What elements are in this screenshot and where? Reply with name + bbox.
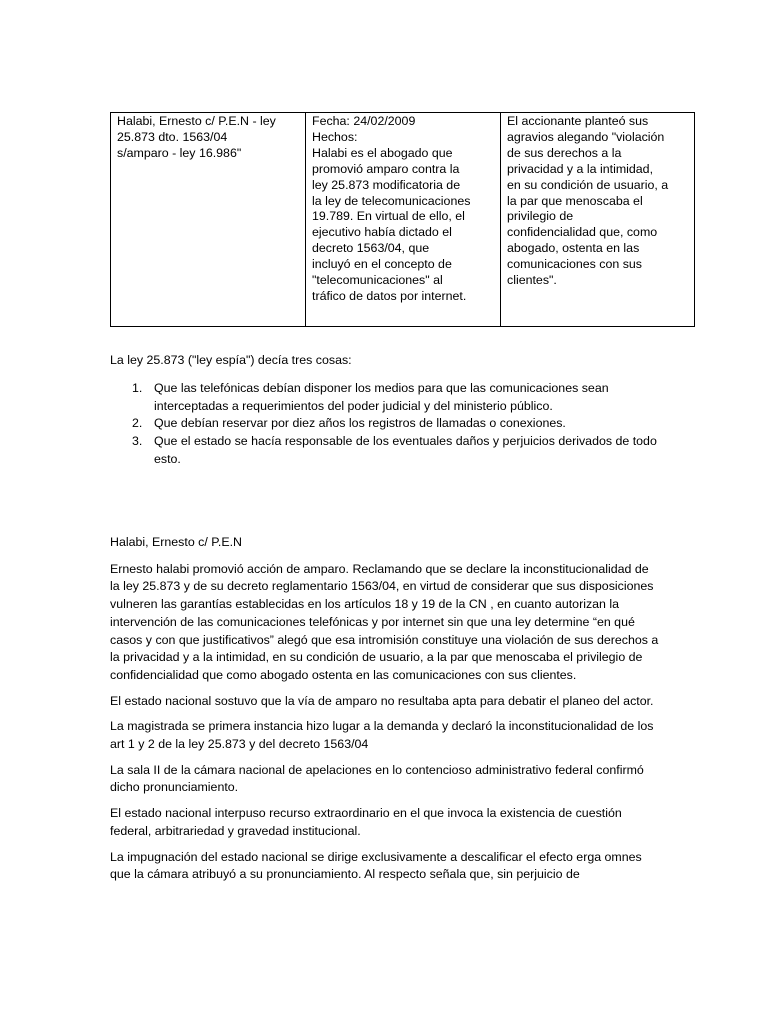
- cell-line: ejecutivo había dictado el: [312, 225, 452, 240]
- cell-line: abogado, ostenta en las: [507, 241, 640, 256]
- cell-line: confidencialidad que, como: [507, 225, 658, 240]
- list-number: 3.: [132, 434, 143, 449]
- case-summary-table: [110, 112, 695, 327]
- cell-line: El accionante planteó sus: [507, 114, 649, 128]
- cell-line: privacidad y a la intimidad,: [507, 161, 654, 176]
- cell-line: tráfico de datos por internet.: [312, 288, 467, 303]
- list-number: 2.: [132, 416, 143, 431]
- list-item: [132, 380, 670, 415]
- cell-line: Fecha: 24/02/2009: [312, 114, 416, 128]
- case-facts-cell: [306, 113, 501, 327]
- cell-line: privilegio de: [507, 209, 574, 224]
- paragraph: La impugnación del estado nacional se dirige exclusivamente a descalificar el efecto erga omnes que la cámara atribuyó a su pronunciamiento. Al respecto señala que, sin perjuicio de: [110, 849, 642, 882]
- paragraph: El estado nacional interpuso recurso extraordinario en el que invoca la existencia de cuestión federal, arbitrariedad y gravedad institucional.: [110, 806, 622, 838]
- case-heading: Halabi, Ernesto c/ P.E.N: [110, 535, 243, 549]
- table-row: [111, 113, 695, 327]
- cell-line: decreto 1563/04, que: [312, 241, 430, 256]
- cell-line: la par que menoscaba el: [507, 193, 643, 208]
- paragraph: La magistrada se primera instancia hizo lugar a la demanda y declaró la inconstitucionalidad de los art 1 y 2 de la ley 25.873 y del decreto 1563/04: [110, 719, 654, 752]
- case-body: [110, 534, 660, 892]
- list-item-text: Que el estado se hacía responsable de los eventuales daños y perjuicios derivados de todo esto.: [154, 434, 657, 466]
- case-title-cell: [111, 113, 306, 327]
- list-number: 1.: [132, 381, 143, 395]
- cell-line: de sus derechos a la: [507, 145, 622, 160]
- cell-line: "telecomunicaciones" al: [312, 273, 443, 288]
- list-item: [132, 433, 670, 468]
- cell-line: 19.789. En virtual de ello, el: [312, 209, 465, 224]
- ley-heading: La ley 25.873 ("ley espía") decía tres cosas:: [110, 353, 352, 367]
- cell-line: incluyó en el concepto de: [312, 257, 452, 272]
- list-item-text: Que las telefónicas debían disponer los medios para que las comunicaciones sean interceptadas a requerimientos del poder judicial y del ministerio público.: [154, 381, 609, 413]
- cell-line: agravios alegando "violación: [507, 129, 665, 144]
- cell-line: clientes".: [507, 273, 557, 288]
- paragraph: El estado nacional sostuvo que la vía de amparo no resultaba apta para debatir el planeo del actor.: [110, 693, 654, 708]
- paragraph: La sala II de la cámara nacional de apelaciones en lo contencioso administrativo federal confirmó dicho pronunciamiento.: [110, 762, 644, 795]
- list-item-text: Que debían reservar por diez años los registros de llamadas o conexiones.: [154, 416, 566, 431]
- cell-line: en su condición de usuario, a: [507, 177, 669, 192]
- case-claim-cell: [501, 113, 695, 327]
- cell-line: Halabi, Ernesto c/ P.E.N - ley: [117, 114, 276, 128]
- cell-line: Halabi es el abogado que: [312, 145, 453, 160]
- cell-line: ley 25.873 modificatoria de: [312, 177, 461, 192]
- cell-line: promovió amparo contra la: [312, 161, 460, 176]
- cell-line: comunicaciones con sus: [507, 257, 642, 272]
- cell-line: Hechos:: [312, 129, 358, 144]
- cell-line: la ley de telecomunicaciones: [312, 193, 471, 208]
- ley-points-list: [110, 380, 670, 469]
- paragraph: Ernesto halabi promovió acción de amparo. Reclamando que se declare la inconstitucionalidad de la ley 25.873 y de su decreto reglamentario 1563/04, en virtud de considerar que sus disposiciones vulneren las garantías establecidas en los artículos 18 y 19 de la CN , en cuanto autorizan la intervención de las comunicaciones telefónicas y por internet sin que una ley determine “en qué casos y con que justificativos” alegó que esa intromisión constituye una violación de sus derechos a la privacidad y a la intimidad, en su condición de usuario, a la par que menoscaba el privilegio de confidencialidad que como abogado ostenta en las comunicaciones con sus clientes.: [110, 561, 659, 682]
- cell-line: 25.873 dto. 1563/04: [117, 129, 228, 144]
- list-item: [132, 415, 670, 433]
- cell-line: s/amparo - ley 16.986": [117, 145, 242, 160]
